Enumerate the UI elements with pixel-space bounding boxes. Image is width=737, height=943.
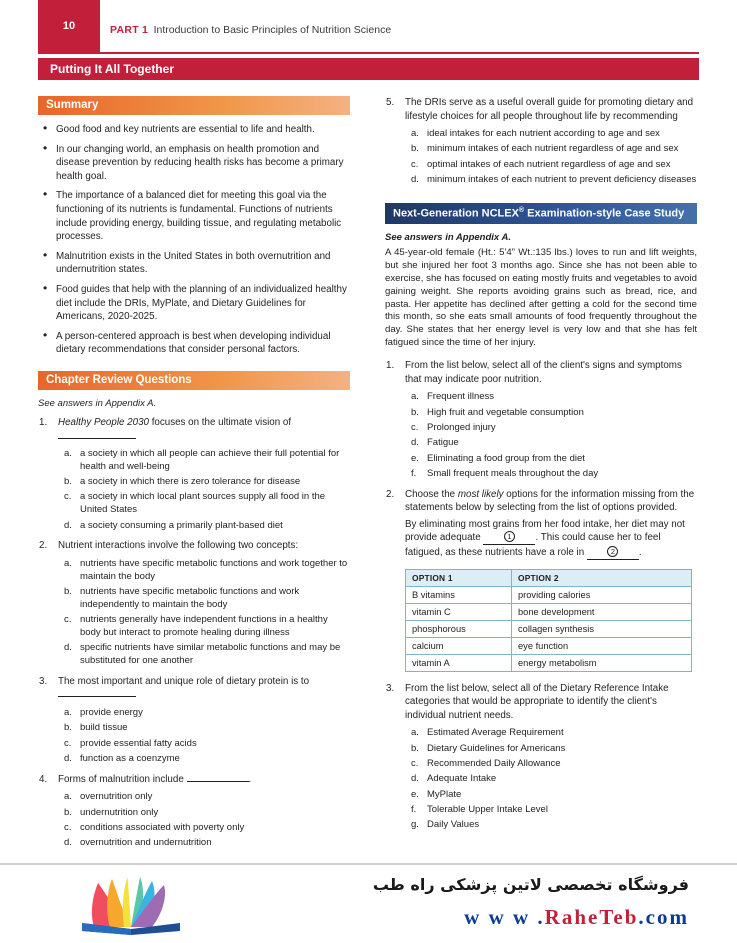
column-header-option2: OPTION 2: [512, 569, 692, 586]
list-item: MyPlate: [427, 788, 462, 800]
list-item: overnutrition and undernutrition: [80, 837, 212, 849]
review-question-list: [38, 416, 350, 850]
part-number: 1: [141, 24, 148, 36]
sentence-part-1: By eliminating most grains from her food intake, her diet may not provide adequate: [405, 518, 685, 544]
case-study-body: A 45-year-old female (Ht.: 5'4" Wt.:135 lbs.) loves to run and lift weights, but she injured her foot 3 months ago. Since she has not been able to exercise, she has focused on eating mostly fruits and vegetables to avoid gaining weight. She reports avoiding grains such as bread, rice, and pasta. Her appetite has declined after getting a cold for the second time this month, so she eats small amounts of food frequently throughout the day. She states that her energy level is very low and that she has felt fatigued since the time of her injury.: [385, 246, 697, 349]
table-header-row: [406, 569, 692, 586]
list-item: provide energy: [80, 707, 143, 719]
list-item: • The importance of a balanced diet for meeting this goal via the functioning of its nutrients is fundamental. Functions of nutrients include providing energy, building tissue, and regulating metabolic processes.: [54, 189, 350, 243]
cell-option2[interactable]: providing calories: [512, 586, 692, 603]
footer-url-tld: .com: [638, 905, 689, 929]
list-item: undernutrition only: [80, 806, 159, 818]
list-item: a society consuming a primarily plant-based diet: [80, 519, 283, 531]
list-item: • Malnutrition exists in the United States in both overnutrition and undernutrition states.: [54, 250, 350, 277]
list-item: nutrients generally have independent functions in a healthy body but interact to promote healing during illness: [80, 614, 328, 638]
list-item: • Food guides that help with the planning of an individualized healthy diet include the DRIs, MyPlate, and Dietary Guidelines for Americans, 2020-2025.: [54, 283, 350, 324]
review-question: [38, 675, 350, 766]
cell-option1[interactable]: vitamin C: [406, 603, 512, 620]
list-item: Recommended Daily Allowance: [427, 757, 561, 769]
summary-heading-bar: [38, 96, 350, 115]
case-study-heading-bar: [385, 203, 697, 224]
question-text: From the list below, select all of the client's signs and symptoms that may indicate poor nutrition.: [405, 360, 682, 385]
list-item: nutrients have specific metabolic functions and work together to maintain the body: [80, 557, 348, 582]
summary-heading: Summary: [46, 99, 99, 111]
review-question: Forms of malnutrition include . overnutrition only undernutrition only conditions associated with poverty only overnutrition and undernutrition: [38, 773, 350, 850]
question-text: From the list below, select all of the Dietary Reference Intake categories that would be appropriate to identify the client's individual nutrient needs.: [405, 682, 669, 721]
footer-url[interactable]: [464, 905, 689, 930]
footer-banner: [0, 863, 737, 943]
question-number: 2.: [386, 488, 395, 500]
answer-blank: [58, 430, 136, 439]
question-text: Nutrient interactions involve the following two concepts:: [58, 540, 299, 552]
review-heading-bar: [38, 371, 350, 390]
list-item: build tissue: [80, 722, 128, 734]
question-text: Choose the most likely options for the information missing from the statements below by selecting from the list of options provided.: [405, 488, 695, 514]
question-text: The DRIs serve as a useful overall guide for promoting dietary and lifestyle choices for all people throughout life by recommending: [405, 97, 694, 122]
case-question-1: [385, 359, 697, 480]
cell-option1[interactable]: calcium: [406, 637, 512, 654]
summary-bullet-list: [38, 123, 350, 357]
question-number: 1.: [386, 360, 395, 372]
list-item: Tolerable Upper Intake Level: [427, 803, 548, 815]
list-item: Eliminating a food group from the diet: [427, 452, 585, 464]
header-running-text: [110, 24, 391, 36]
sentence-part-2: . This could cause her to feel fatigued, as these nutrients have a role in: [405, 532, 661, 558]
review-heading: Chapter Review Questions: [46, 373, 192, 386]
answer-blank-1[interactable]: 1: [483, 530, 535, 545]
review-options: [58, 791, 350, 850]
cell-option1[interactable]: vitamin A: [406, 654, 512, 671]
list-item: • Good food and key nutrients are essential to life and health.: [54, 123, 350, 137]
part-title: Introduction to Basic Principles of Nutrition Science: [153, 24, 392, 36]
list-item: High fruit and vegetable consumption: [427, 406, 584, 418]
review-options: [58, 707, 350, 766]
running-title-bar: [38, 58, 699, 80]
list-item: a society in which there is zero tolerance for disease: [80, 476, 301, 488]
case-answers-note: See answers in Appendix A.: [385, 231, 512, 243]
answer-blank: [58, 688, 136, 697]
list-item: optimal intakes of each nutrient regardless of age and sex: [427, 158, 671, 170]
table-row: [406, 620, 692, 637]
answer-blank-2[interactable]: 2: [587, 545, 639, 560]
case-study-heading-pre: Next-Generation NCLEX: [393, 207, 519, 220]
options-table: [405, 569, 692, 672]
review-question: Healthy People 2030 focuses on the ultimate vision of a society in which all people can achieve their full potential for health and well-being a society in which there is zero tolerance for disease a society in which local plant sources supply all food in the United States a society consuming a primarily plant-based diet: [38, 416, 350, 532]
question-italic-lead: Healthy People 2030: [58, 416, 149, 428]
left-column: [38, 96, 350, 857]
footer-url-name: RaheTeb: [544, 905, 639, 929]
list-item: a society in which all people can achieve their full potential for health and well-being: [80, 448, 340, 472]
case-question-3: [385, 682, 697, 832]
list-item: Small frequent meals throughout the day: [427, 467, 599, 479]
page-header: [0, 0, 737, 55]
case-question-2: [385, 488, 697, 561]
list-item: minimum intakes of each nutrient regardless of age and sex: [427, 143, 679, 155]
running-title: Putting It All Together: [50, 62, 174, 76]
review-answers-note: See answers in Appendix A.: [38, 397, 157, 409]
list-item: provide essential fatty acids: [80, 737, 197, 749]
list-item: minimum intakes of each nutrient to prevent deficiency diseases: [427, 174, 697, 186]
list-item: specific nutrients have similar metabolic functions and may be substituted for one another: [80, 642, 341, 667]
list-item: nutrients have specific metabolic functions and work independently to maintain the body: [80, 586, 300, 610]
answer-blank: [187, 773, 249, 782]
registered-icon: ®: [518, 206, 525, 214]
case-study-heading-post: Examination-style Case Study: [524, 207, 685, 220]
review-options: [405, 128, 697, 187]
case-study-heading: [393, 207, 684, 220]
cell-option1[interactable]: phosphorous: [406, 620, 512, 637]
question-italic-phrase: most likely: [457, 488, 504, 500]
cell-option2[interactable]: collagen synthesis: [512, 620, 692, 637]
list-item: Fatigue: [427, 437, 459, 449]
list-item: function as a coenzyme: [80, 752, 180, 764]
header-rule: [38, 52, 699, 54]
table-row: [406, 603, 692, 620]
review-question-5: [385, 96, 697, 187]
question-number: 3.: [386, 682, 395, 694]
list-item: Dietary Guidelines for Americans: [427, 742, 566, 754]
cell-option1[interactable]: B vitamins: [406, 586, 512, 603]
cell-option2[interactable]: eye function: [512, 637, 692, 654]
page-number: 10: [38, 0, 100, 52]
list-item: Estimated Average Requirement: [427, 727, 564, 739]
list-item: ideal intakes for each nutrient according to age and sex: [427, 128, 660, 140]
review-options: [58, 448, 350, 532]
list-item: • In our changing world, an emphasis on health promotion and disease prevention by reducing health risks has become a primary health goal.: [54, 143, 350, 184]
question-number: 5.: [386, 97, 395, 108]
table-row: [406, 654, 692, 671]
question-text: Forms of malnutrition include: [58, 773, 184, 785]
case-options: [405, 727, 697, 832]
list-item: a society in which local plant sources supply all food in the United States: [80, 491, 326, 516]
list-item: Prolonged injury: [427, 421, 496, 433]
cell-option2[interactable]: energy metabolism: [512, 654, 692, 671]
list-item: Adequate Intake: [427, 773, 497, 785]
review-question: [38, 539, 350, 667]
book-logo-icon: [76, 873, 186, 935]
case-fill-sentence: [405, 518, 697, 561]
cell-option2[interactable]: bone development: [512, 603, 692, 620]
footer-persian-text: فروشگاه تخصصی لاتین پزشکی راه طب: [372, 875, 689, 894]
question-text: The most important and unique role of dietary protein is to: [58, 675, 310, 687]
review-options: [58, 558, 350, 668]
right-column: [385, 96, 697, 834]
footer-url-www: w w w .: [464, 905, 545, 929]
list-item: overnutrition only: [80, 791, 153, 803]
list-item: Frequent illness: [427, 391, 495, 403]
sentence-end: .: [638, 546, 642, 558]
list-item: • A person-centered approach is best when developing individual dietary recommendations that consider personal factors.: [54, 330, 350, 357]
case-options: [405, 391, 697, 480]
part-label: PART: [110, 24, 140, 36]
table-row: [406, 637, 692, 654]
column-header-option1: OPTION 1: [406, 569, 512, 586]
list-item: Daily Values: [427, 819, 480, 831]
table-row: [406, 586, 692, 603]
list-item: conditions associated with poverty only: [80, 821, 245, 833]
